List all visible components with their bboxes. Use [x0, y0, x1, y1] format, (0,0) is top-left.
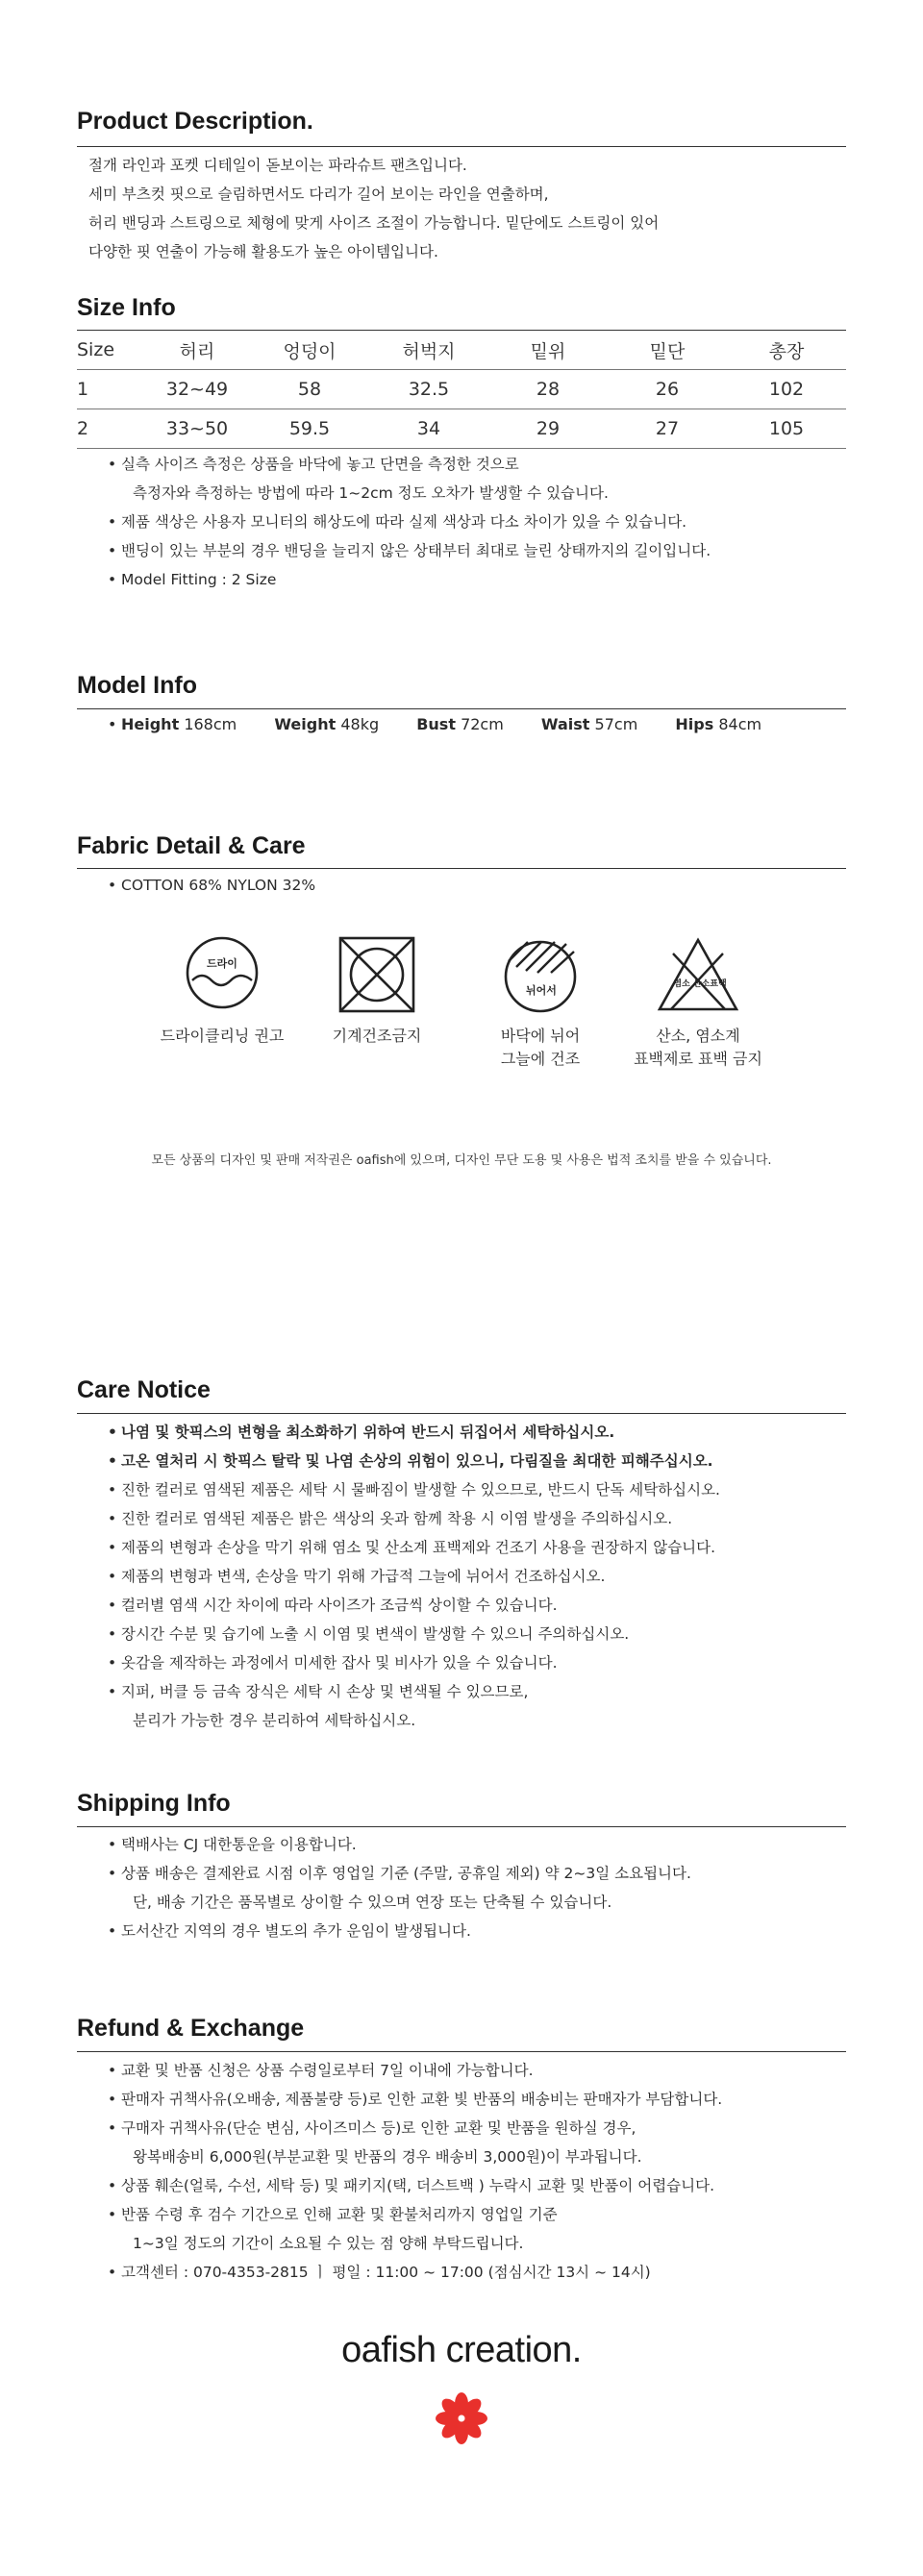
list-item: • 진한 컬러로 염색된 제품은 세탁 시 물빠짐이 발생할 수 있으므로, 반드시 단독 세탁하십시오. [121, 1475, 720, 1504]
list-item: • 진한 컬러로 염색된 제품은 밝은 색상의 옷과 함께 착용 시 이염 발생을 주의하십시오. [121, 1504, 720, 1533]
table-cell: 33~50 [165, 418, 229, 439]
table-cell: 34 [416, 418, 441, 439]
description-line: 허리 밴딩과 스트링으로 체형에 맞게 사이즈 조절이 가능합니다. 밑단에도 스트링이 있어 [88, 214, 660, 232]
list-item: 측정자와 측정하는 방법에 따라 1~2cm 정도 오차가 발생할 수 있습니다. [133, 484, 609, 502]
weight-value: 48kg [340, 715, 380, 733]
list-item: • 지퍼, 버클 등 금속 장식은 세탁 시 손상 및 변색될 수 있으므로, [121, 1677, 720, 1706]
divider [77, 2051, 846, 2052]
care-notice-list [121, 1418, 720, 1735]
list-item: • 실측 사이즈 측정은 상품을 바닥에 놓고 단면을 측정한 것으로 [121, 450, 711, 479]
list-item: • 고온 열처리 시 핫픽스 탈락 및 나염 손상의 위험이 있으니, 다림질을 최대한 피해주십시오. [121, 1447, 720, 1475]
header-cell: 총장 [768, 340, 805, 362]
list-item: 왕복배송비 6,000원(부분교환 및 반품의 경우 배송비 3,000원)이 부과됩니다. [133, 2148, 642, 2166]
dry-clean-icon [179, 934, 265, 1011]
table-cell: 105 [768, 418, 805, 439]
dry-clean-symbol-text: 드라이 [207, 957, 237, 970]
table-cell: 29 [536, 418, 561, 439]
no-bleach-symbol-text: 염소 산소표백 [673, 979, 727, 989]
icon-label-line: 바닥에 뉘어 [500, 1027, 581, 1045]
divider [77, 448, 846, 449]
table-cell: 59.5 [288, 418, 331, 439]
list-item: • 반품 수령 후 검수 기간으로 인해 교환 및 환불처리까지 영업일 기준 [121, 2200, 722, 2229]
list-item: • 판매자 귀책사유(오배송, 제품불량 등)로 인한 교환 빛 반품의 배송비는 판매자가 부담합니다. [121, 2085, 722, 2114]
hips-label: Hips [675, 715, 714, 733]
list-item: • 제품 색상은 사용자 모니터의 해상도에 따라 실제 색상과 다소 차이가 있을 수 있습니다. [121, 508, 711, 536]
hips-value: 84cm [718, 715, 762, 733]
list-item: • 옷감을 제작하는 과정에서 미세한 잡사 및 비사가 있을 수 있습니다. [121, 1648, 720, 1677]
list-item: • 장시간 수분 및 습기에 노출 시 이염 및 변색이 발생할 수 있으니 주의하십시오. [121, 1620, 720, 1648]
icon-label-line: 산소, 염소계 [656, 1027, 740, 1045]
table-cell: 28 [536, 379, 561, 400]
header-cell: 밑단 [649, 340, 686, 362]
list-item: 단, 배송 기간은 품목별로 상이할 수 있으며 연장 또는 단축될 수 있습니다. [133, 1894, 612, 1911]
height-value: 168cm [184, 715, 237, 733]
dry-clean-label [144, 1025, 300, 1048]
no-tumble-dry-icon [337, 934, 417, 1015]
weight-label: Weight [274, 715, 337, 733]
list-item: • 도서산간 지역의 경우 별도의 추가 운임이 발생됩니다. [121, 1917, 691, 1945]
list-item: • 밴딩이 있는 부분의 경우 밴딩을 늘리지 않은 상태부터 최대로 늘린 상태까지의 길이입니다. [121, 536, 711, 565]
brand-name: oafish creation. [341, 2330, 582, 2370]
description-line: 다양한 핏 연출이 가능해 활용도가 높은 아이템입니다. [88, 243, 438, 260]
table-cell: 32.5 [408, 379, 450, 400]
waist-value: 57cm [594, 715, 638, 733]
icon-label-line: 그늘에 건조 [500, 1050, 581, 1068]
flower-logo-icon [433, 2390, 490, 2447]
copyright-notice: 모든 상품의 디자인 및 판매 저작권은 oafish에 있으며, 디자인 무단 도용 및 사용은 법적 조치를 받을 수 있습니다. [151, 1153, 772, 1168]
flat-dry-symbol-text: 뉘어서 [526, 984, 557, 997]
table-cell: 102 [768, 379, 805, 400]
size-table-header [77, 331, 846, 369]
list-item: • 제품의 변형과 손상을 막기 위해 염소 및 산소계 표백제와 건조기 사용을 권장하지 않습니다. [121, 1533, 720, 1562]
fabric-composition [121, 871, 315, 900]
table-row [77, 409, 846, 448]
list-item: • 제품의 변형과 변색, 손상을 막기 위해 가급적 그늘에 뉘어서 건조하십시오. [121, 1562, 720, 1591]
list-item: • Model Fitting : 2 Size [121, 565, 711, 594]
waist-label: Waist [540, 715, 590, 733]
bust-value: 72cm [461, 715, 504, 733]
table-cell: 27 [655, 418, 680, 439]
care-notice-title: Care Notice [77, 1376, 211, 1403]
fabric-care-title: Fabric Detail & Care [77, 832, 306, 859]
list-item: • 구매자 귀책사유(단순 변심, 사이즈미스 등)로 인한 교환 및 반품을 원하실 경우, [121, 2114, 722, 2143]
refund-exchange-title: Refund & Exchange [77, 2015, 305, 2042]
header-cell: 허벅지 [402, 340, 456, 362]
no-bleach-label [611, 1025, 785, 1071]
list-item: • 상품 배송은 결제완료 시점 이후 영업일 기준 (주말, 공휴일 제외) 약 2~3일 소요됩니다. [121, 1859, 691, 1888]
list-item: • 교환 및 반품 신청은 상품 수령일로부터 7일 이내에 가능합니다. [121, 2056, 722, 2085]
shipping-info-list [121, 1830, 691, 1945]
list-item: • 상품 훼손(얼룩, 수선, 세탁 등) 및 패키지(택, 더스트백 ) 누락시 교환 및 반품이 어렵습니다. [121, 2171, 722, 2200]
composition-text: • COTTON 68% NYLON 32% [121, 871, 315, 900]
model-info-title: Model Info [77, 672, 197, 699]
size-notes [121, 450, 711, 594]
no-tumble-dry-label [298, 1025, 456, 1048]
icon-label-line: 드라이클리닝 권고 [160, 1027, 285, 1045]
list-item: • 컬러별 염색 시간 차이에 따라 사이즈가 조금씩 상이할 수 있습니다. [121, 1591, 720, 1620]
list-item: • 나염 및 핫픽스의 변형을 최소화하기 위하여 반드시 뒤집어서 세탁하십시오. [121, 1418, 720, 1447]
flat-dry-shade-label [463, 1025, 617, 1071]
product-description-title: Product Description. [77, 108, 313, 135]
product-description-text [88, 151, 659, 266]
list-item: • 택배사는 CJ 대한통운을 이용합니다. [121, 1830, 691, 1859]
table-cell: 2 [77, 418, 89, 439]
refund-exchange-list [121, 2056, 722, 2287]
size-info-title: Size Info [77, 294, 176, 321]
list-item: 1~3일 정도의 기간이 소요될 수 있는 점 양해 부탁드립니다. [133, 2235, 524, 2252]
icon-label-line: 기계건조금지 [332, 1027, 422, 1045]
description-line: 세미 부츠컷 핏으로 슬림하면서도 다리가 길어 보이는 라인을 연출하며, [88, 186, 549, 203]
header-cell: 밑위 [530, 340, 566, 362]
flat-dry-shade-icon [497, 934, 584, 1017]
shipping-info-title: Shipping Info [77, 1790, 231, 1817]
divider [77, 146, 846, 147]
table-cell: 1 [77, 379, 89, 400]
description-line: 절개 라인과 포켓 디테일이 돋보이는 파라슈트 팬츠입니다. [88, 157, 467, 174]
height-label: Height [121, 715, 180, 733]
header-cell: 허리 [179, 340, 215, 362]
model-measurements [121, 715, 761, 733]
header-cell: 엉덩이 [283, 340, 337, 362]
list-item: 분리가 가능한 경우 분리하여 세탁하십시오. [133, 1712, 416, 1729]
header-cell: Size [77, 339, 115, 360]
list-item: • 고객센터 : 070-4353-2815 ㅣ 평일 : 11:00 ~ 17:00 (점심시간 13시 ~ 14시) [121, 2258, 722, 2287]
table-row [77, 370, 846, 409]
no-bleach-icon [654, 934, 742, 1015]
table-cell: 26 [655, 379, 680, 400]
divider [77, 1413, 846, 1414]
divider [77, 1826, 846, 1827]
bust-label: Bust [416, 715, 456, 733]
icon-label-line: 표백제로 표백 금지 [634, 1050, 762, 1068]
divider [77, 868, 846, 869]
divider [77, 708, 846, 709]
table-cell: 58 [297, 379, 322, 400]
size-table [77, 331, 846, 449]
table-cell: 32~49 [165, 379, 229, 400]
